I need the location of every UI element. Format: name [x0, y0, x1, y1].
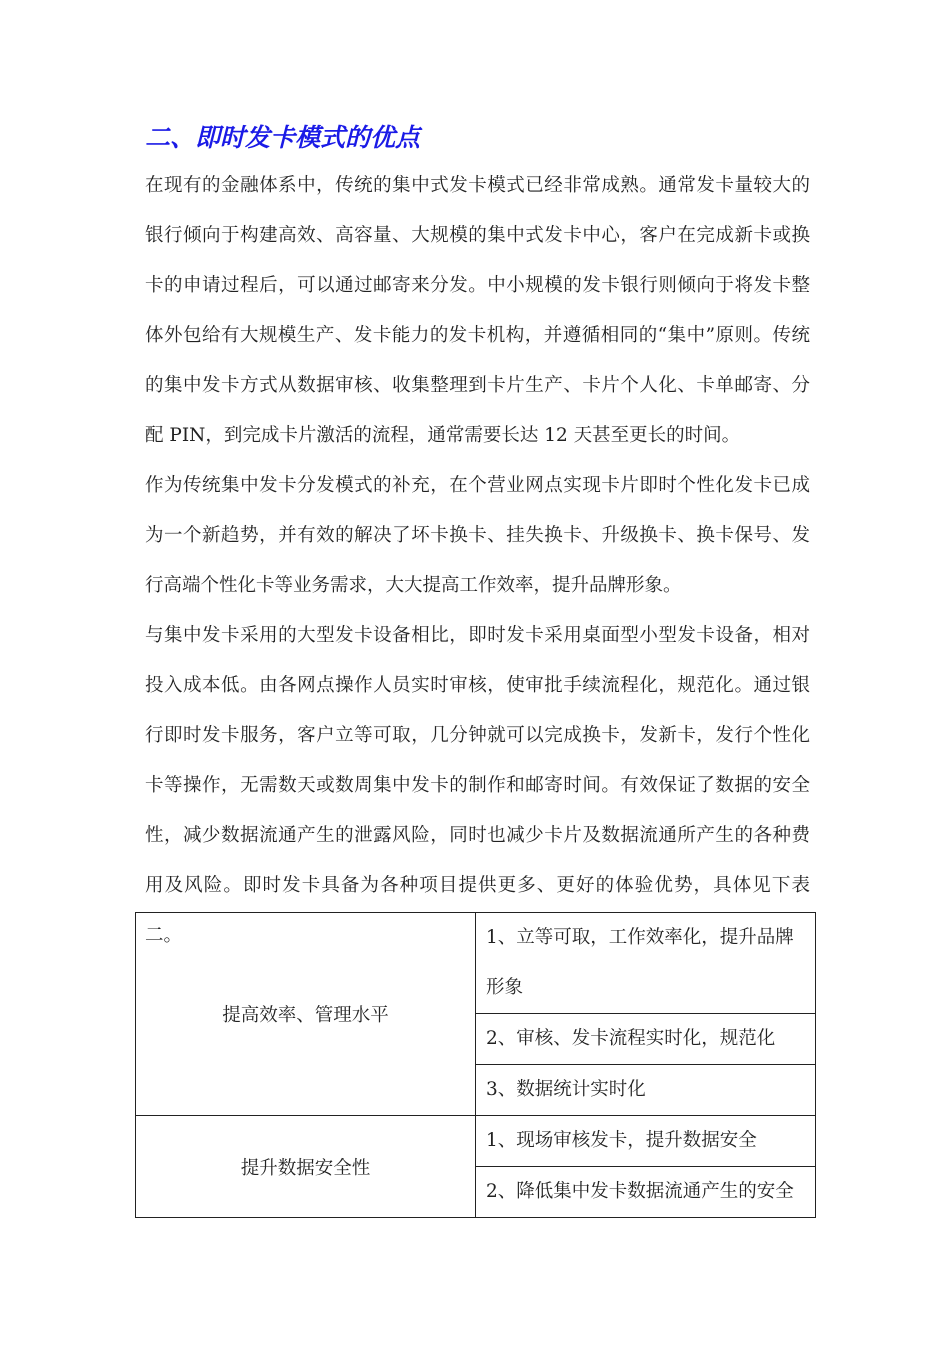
- item-cell: 3、数据统计实时化: [476, 1065, 816, 1116]
- category-cell-efficiency: 提高效率、管理水平: [136, 913, 476, 1116]
- paragraph-centralized-issuance: 在现有的金融体系中，传统的集中式发卡模式已经非常成熟。通常发卡量较大的银行倾向于构建高效、高容量、大规模的集中式发卡中心，客户在完成新卡或换卡的申请过程后，可以通过邮寄来分发。中小规模的发卡银行则倾向于将发卡整体外包给有大规模生产、发卡能力的发卡机构，并遵循相同的“集中”原则。传统的集中发卡方式从数据审核、收集整理到卡片生产、卡片个人化、卡单邮寄、分配 PIN，到完成卡片激活的流程，通常需要长达 12 天甚至更长的时间。: [145, 175, 810, 446]
- item-cell: 1、立等可取，工作效率化，提升品牌形象: [476, 913, 816, 1014]
- table-row: [136, 1116, 816, 1167]
- item-cell: 1、现场审核发卡，提升数据安全: [476, 1116, 816, 1167]
- item-cell: 2、审核、发卡流程实时化，规范化: [476, 1014, 816, 1065]
- table-row: [136, 913, 816, 1014]
- item-cell: 2、降低集中发卡数据流通产生的安全: [476, 1167, 816, 1218]
- advantages-table: [135, 912, 816, 1218]
- paragraph-instant-issuance-benefits: 与集中发卡采用的大型发卡设备相比，即时发卡采用桌面型小型发卡设备，相对投入成本低。由各网点操作人员实时审核，使审批手续流程化，规范化。通过银行即时发卡服务，客户立等可取，几分钟就可以完成换卡，发新卡，发行个性化卡等操作，无需数天或数周集中发卡的制作和邮寄时间。有效保证了数据的安全性，减少数据流通产生的泄露风险，同时也减少卡片及数据流通所产生的各种费用及风险。即时发卡具备为各种项目提供更多、更好的体验优势，具体见下表二。: [145, 625, 810, 946]
- paragraph-instant-issuance-trend: 作为传统集中发卡分发模式的补充，在个营业网点实现卡片即时个性化发卡已成为一个新趋势，并有效的解决了坏卡换卡、挂失换卡、升级换卡、换卡保号、发行高端个性化卡等业务需求，大大提高工作效率，提升品牌形象。: [145, 475, 810, 596]
- section-heading: 二、即时发卡模式的优点: [145, 123, 421, 152]
- category-cell-data-security: 提升数据安全性: [136, 1116, 476, 1218]
